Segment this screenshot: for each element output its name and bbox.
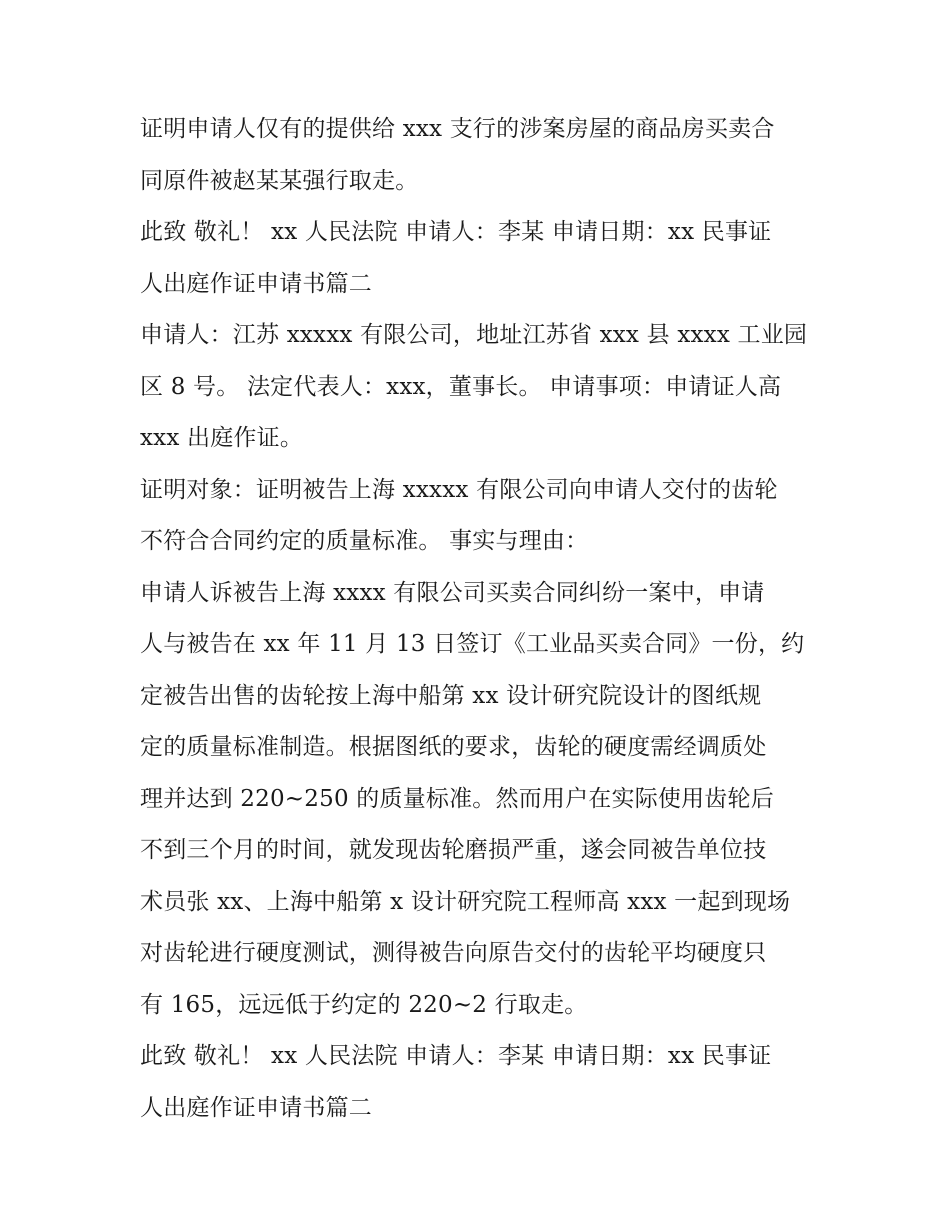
text-line: 此致 敬礼！ xx 人民法院 申请人：李某 申请日期：xx 民事证 — [140, 219, 772, 245]
text-line: 定被告出售的齿轮按上海中船第 xx 设计研究院设计的图纸规 — [140, 682, 762, 709]
document-body — [140, 104, 820, 1134]
text-line: xxx 出庭作证。 — [140, 425, 304, 451]
text-line: 术员张 xx、上海中船第 x 设计研究院工程师高 xxx 一起到现场 — [140, 888, 791, 915]
text-line: 区 8 号。 法定代表人：xxx，董事长。 申请事项：申请证人高 — [140, 373, 782, 400]
text-line: 不到三个月的时间，就发现齿轮磨损严重，遂会同被告单位技 — [140, 837, 767, 863]
text-line: 人出庭作证申请书篇二 — [140, 1094, 372, 1121]
text-line: 证明对象：证明被告上海 xxxxx 有限公司向申请人交付的齿轮 — [140, 476, 778, 503]
text-line: 定的质量标准制造。根据图纸的要求，齿轮的硬度需经调质处 — [140, 734, 767, 760]
text-line: 有 165，远远低于约定的 220~2 行取走。 — [140, 991, 588, 1018]
text-line: 同原件被赵某某强行取走。 — [140, 167, 419, 194]
text-line: 对齿轮进行硬度测试，测得被告向原告交付的齿轮平均硬度只 — [140, 940, 767, 966]
text-line: 人与被告在 xx 年 11 月 13 日签订《工业品买卖合同》一份，约 — [140, 631, 805, 657]
text-line: 此致 敬礼！ xx 人民法院 申请人：李某 申请日期：xx 民事证 — [140, 1043, 772, 1069]
text-line: 证明申请人仅有的提供给 xxx 支行的涉案房屋的商品房买卖合 — [140, 116, 775, 142]
text-line: 申请人诉被告上海 xxxx 有限公司买卖合同纠纷一案中，申请 — [140, 579, 765, 606]
text-line: 不符合合同约定的质量标准。 事实与理由： — [140, 528, 589, 554]
text-line: 人出庭作证申请书篇二 — [140, 270, 372, 297]
text-line: 申请人：江苏 xxxxx 有限公司，地址江苏省 xxx 县 xxxx 工业园 — [140, 322, 808, 348]
text-line: 理并达到 220~250 的质量标准。然而用户在实际使用齿轮后 — [140, 785, 774, 812]
